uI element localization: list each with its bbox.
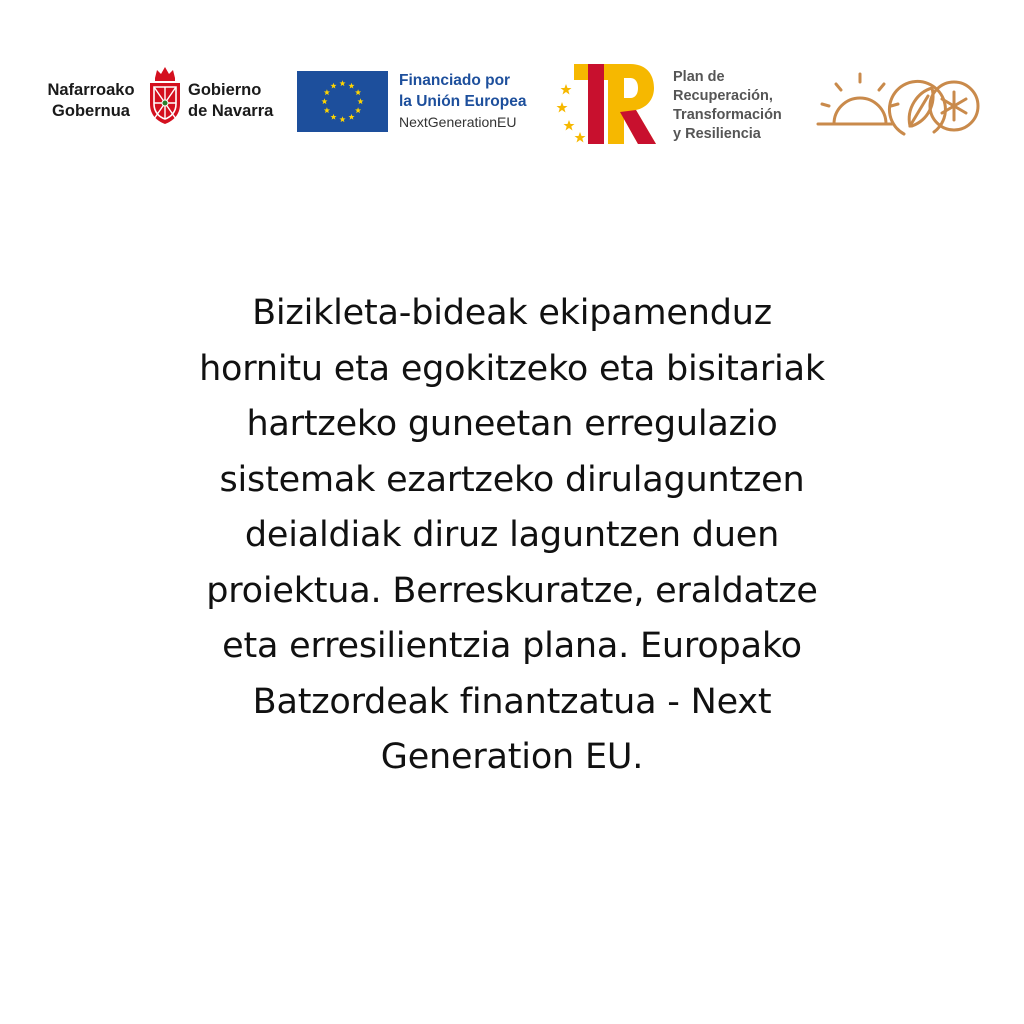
navarra-basque-line1: Nafarroako bbox=[47, 81, 135, 99]
description-line: hartzeko guneetan erregulazio bbox=[246, 404, 778, 444]
prtr-line1: Plan de bbox=[673, 69, 725, 85]
project-description bbox=[100, 286, 924, 786]
description-line: Batzordeak finantzatua - Next bbox=[252, 681, 772, 722]
prtr-line3: Transformación bbox=[673, 107, 782, 123]
description-line: sistemak ezartzeko dirulaguntzen bbox=[219, 459, 805, 500]
navarra-basque-name bbox=[40, 80, 142, 122]
prtr-line2: Recuperación, bbox=[673, 88, 773, 104]
eu-line2: la Unión Europea bbox=[399, 93, 527, 110]
navarra-basque-line2: Gobernua bbox=[52, 102, 130, 120]
sun-leaf-snowflake-icons bbox=[814, 68, 980, 142]
logo-bar bbox=[0, 0, 1024, 180]
prtr-line4: y Resiliencia bbox=[673, 126, 761, 142]
navarra-coat-of-arms-icon bbox=[146, 64, 184, 126]
description-line: Bizikleta-bideak ekipamenduz bbox=[252, 293, 772, 333]
navarra-spanish-line2: de Navarra bbox=[188, 102, 274, 120]
eu-line1: Financiado por bbox=[399, 72, 511, 89]
navarra-spanish-line1: Gobierno bbox=[188, 81, 262, 99]
description-line: deialdiak diruz laguntzen duen bbox=[244, 515, 780, 555]
description-line: proiektua. Berreskuratze, eraldatze bbox=[206, 570, 818, 611]
prtr-label bbox=[673, 68, 782, 144]
description-line: hornitu eta egokitzeko eta bisitariak bbox=[199, 348, 825, 389]
tr-mark-icon bbox=[556, 58, 660, 146]
description-line: eta erresilientzia plana. Europako bbox=[222, 626, 802, 666]
eu-funding-label bbox=[399, 70, 526, 133]
eu-flag-icon bbox=[297, 71, 388, 132]
description-line: Generation EU. bbox=[380, 737, 644, 777]
navarra-spanish-name bbox=[188, 80, 298, 122]
eu-line3: NextGenerationEU bbox=[399, 114, 517, 130]
